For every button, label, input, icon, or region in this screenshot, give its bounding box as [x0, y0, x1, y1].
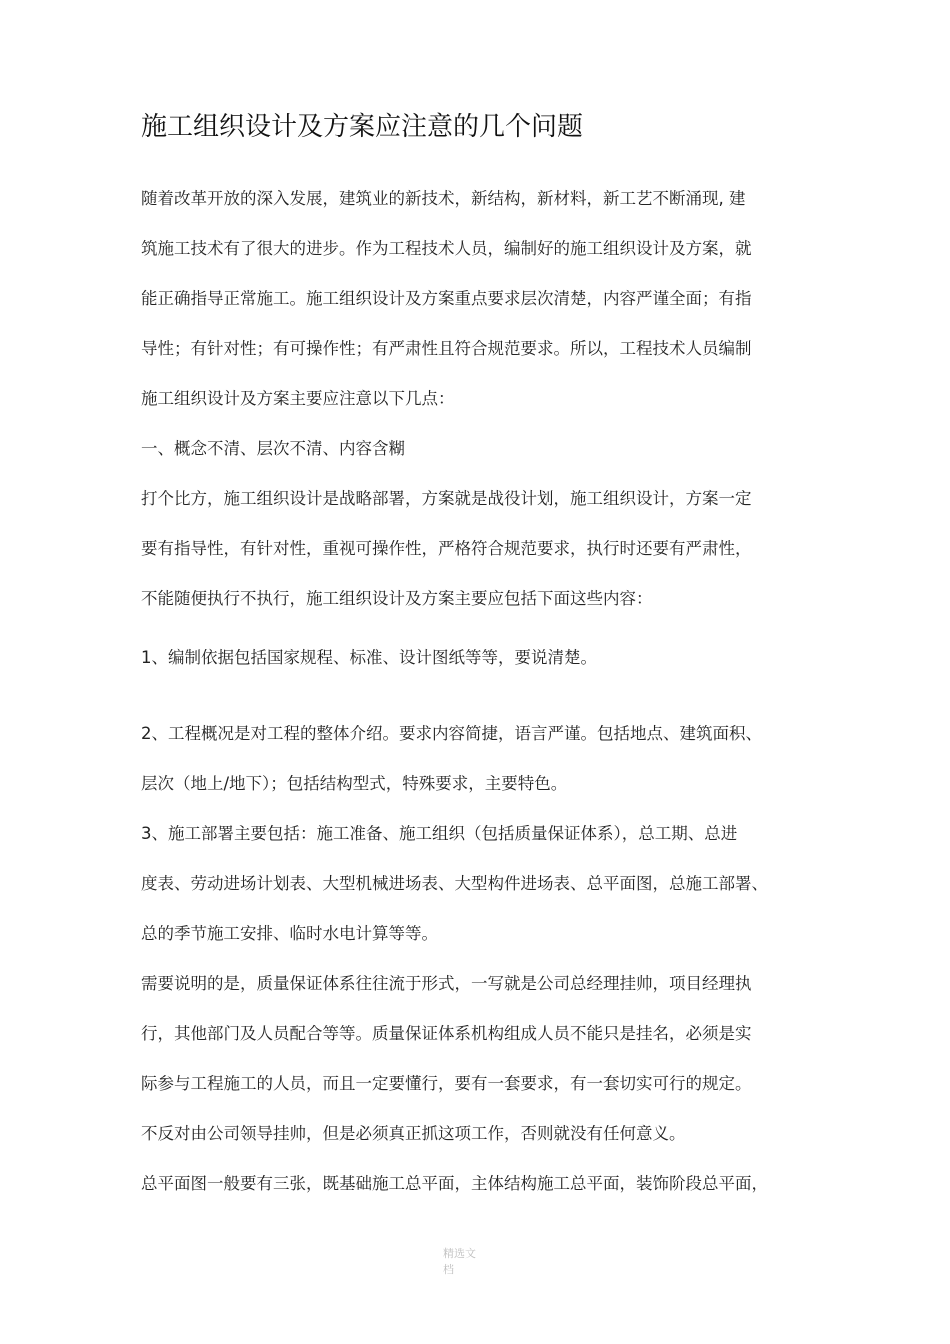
paragraph-line: 层次（地上/地下）；包括结构型式，特殊要求，主要特色。 [141, 774, 568, 793]
paragraph-line: 需要说明的是，质量保证体系往往流于形式，一写就是公司总经理挂帅，项目经理执 [141, 974, 752, 993]
paragraph-line: 度表、劳动进场计划表、大型机械进场表、大型构件进场表、总平面图，总施工部署、 [141, 874, 768, 893]
paragraph-line: 能正确指导正常施工。施工组织设计及方案重点要求层次清楚，内容严谨全面；有指 [141, 289, 752, 308]
paragraph-line: 不能随便执行不执行，施工组织设计及方案主要应包括下面这些内容： [141, 589, 653, 608]
paragraph-line: 总平面图一般要有三张，既基础施工总平面，主体结构施工总平面，装饰阶段总平面， [141, 1174, 768, 1193]
paragraph-line: 随着改革开放的深入发展，建筑业的新技术，新结构，新材料，新工艺不断涌现, 建 [141, 189, 746, 208]
paragraph-line: 导性；有针对性；有可操作性；有严肃性且符合规范要求。所以，工程技术人员编制 [141, 339, 752, 358]
paragraph-line: 总的季节施工安排、临时水电计算等等。 [141, 924, 438, 943]
page-footer-watermark [443, 1246, 503, 1278]
list-item: 1、编制依据包括国家规程、标准、设计图纸等等，要说清楚。 [141, 648, 597, 667]
paragraph-line: 要有指导性，有针对性，重视可操作性，严格符合规范要求，执行时还要有严肃性， [141, 539, 752, 558]
document-title: 施工组织设计及方案应注意的几个问题 [141, 112, 584, 142]
paragraph-line: 筑施工技术有了很大的进步。作为工程技术人员，编制好的施工组织设计及方案，就 [141, 239, 752, 258]
paragraph-line: 不反对由公司领导挂帅，但是必须真正抓这项工作，否则就没有任何意义。 [141, 1124, 686, 1143]
section-heading: 一、概念不清、层次不清、内容含糊 [141, 439, 405, 458]
paragraph-line: 际参与工程施工的人员，而且一定要懂行，要有一套要求，有一套切实可行的规定。 [141, 1074, 752, 1093]
paragraph-line: 行，其他部门及人员配合等等。质量保证体系机构组成人员不能只是挂名，必须是实 [141, 1024, 752, 1043]
list-item: 2、工程概况是对工程的整体介绍。要求内容简捷，语言严谨。包括地点、建筑面积、 [141, 724, 762, 743]
footer-text-line: 档 [443, 1263, 454, 1276]
footer-text-line: 精选文 [443, 1247, 476, 1260]
paragraph-line: 打个比方，施工组织设计是战略部署，方案就是战役计划，施工组织设计，方案一定 [141, 489, 752, 508]
list-item: 3、施工部署主要包括：施工准备、施工组织（包括质量保证体系），总工期、总进 [141, 824, 738, 843]
paragraph-line: 施工组织设计及方案主要应注意以下几点： [141, 389, 455, 408]
